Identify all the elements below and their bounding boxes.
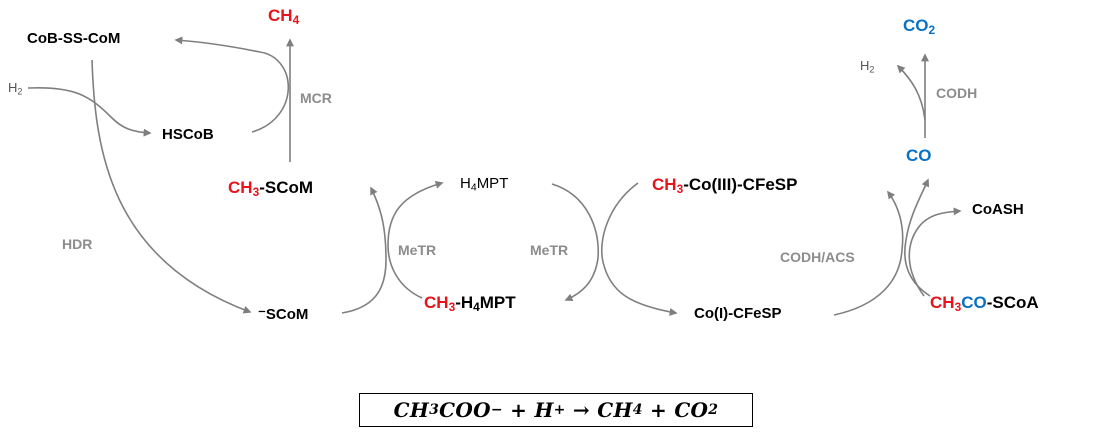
metr-right-enzyme-label: MeTR bbox=[530, 242, 569, 258]
acetylscoa-to-coash-arrow bbox=[909, 211, 960, 296]
codh-enzyme-label: CODH bbox=[936, 85, 978, 101]
methyl-h4mpt-label: $CH_3-H_4MPT$ bbox=[424, 293, 516, 314]
h2-right-label: $H_2$ bbox=[860, 58, 875, 75]
acetyl-scoa-label: $CH_3CO$-SCoA bbox=[930, 293, 1039, 314]
h4mpt-label: $H_4MPT$ bbox=[460, 175, 509, 194]
co2-label: $CO_2$ bbox=[903, 16, 936, 37]
scom-to-ch3scom-arrow bbox=[342, 188, 386, 313]
hscob-label: HSCoB bbox=[162, 126, 214, 143]
overall-reaction-equation: CH 3 COO − + H + → CH 4 + CO 2 bbox=[359, 393, 753, 427]
scom-label: ⁻SCoM bbox=[258, 306, 309, 323]
mcr-enzyme-label: MCR bbox=[300, 90, 332, 106]
codh-acs-enzyme-label: CODH/ACS bbox=[780, 249, 855, 265]
hdr-enzyme-label: HDR bbox=[62, 236, 93, 252]
co-to-h2-arrow bbox=[898, 66, 925, 120]
hdr-arrow bbox=[92, 60, 250, 312]
co-i-cfesp-label: Co(I)-CFeSP bbox=[694, 305, 782, 322]
ch3cofesp-to-coicfesp-arrow bbox=[602, 183, 676, 313]
cob-ss-com-label: CoB-SS-CoM bbox=[27, 30, 121, 47]
acetylscoa-to-co-arrow bbox=[905, 180, 930, 296]
co-label: CO bbox=[906, 146, 932, 165]
h2-to-hscob-arrow bbox=[28, 88, 150, 133]
h2-left-label: $H_2$ bbox=[8, 80, 23, 97]
ch3h4mpt-to-h4mpt-arrow bbox=[388, 183, 442, 298]
methane-label: $CH_4$ bbox=[268, 6, 300, 27]
hscob-to-cobsscom-arrow bbox=[176, 40, 288, 132]
methyl-scom-label: $CH_3$-SCoM bbox=[228, 178, 314, 199]
methyl-cofesp-label: $CH_3-Co(III)$-CFeSP bbox=[652, 175, 798, 196]
metr-left-enzyme-label: MeTR bbox=[398, 242, 437, 258]
coash-label: CoASH bbox=[972, 201, 1024, 218]
